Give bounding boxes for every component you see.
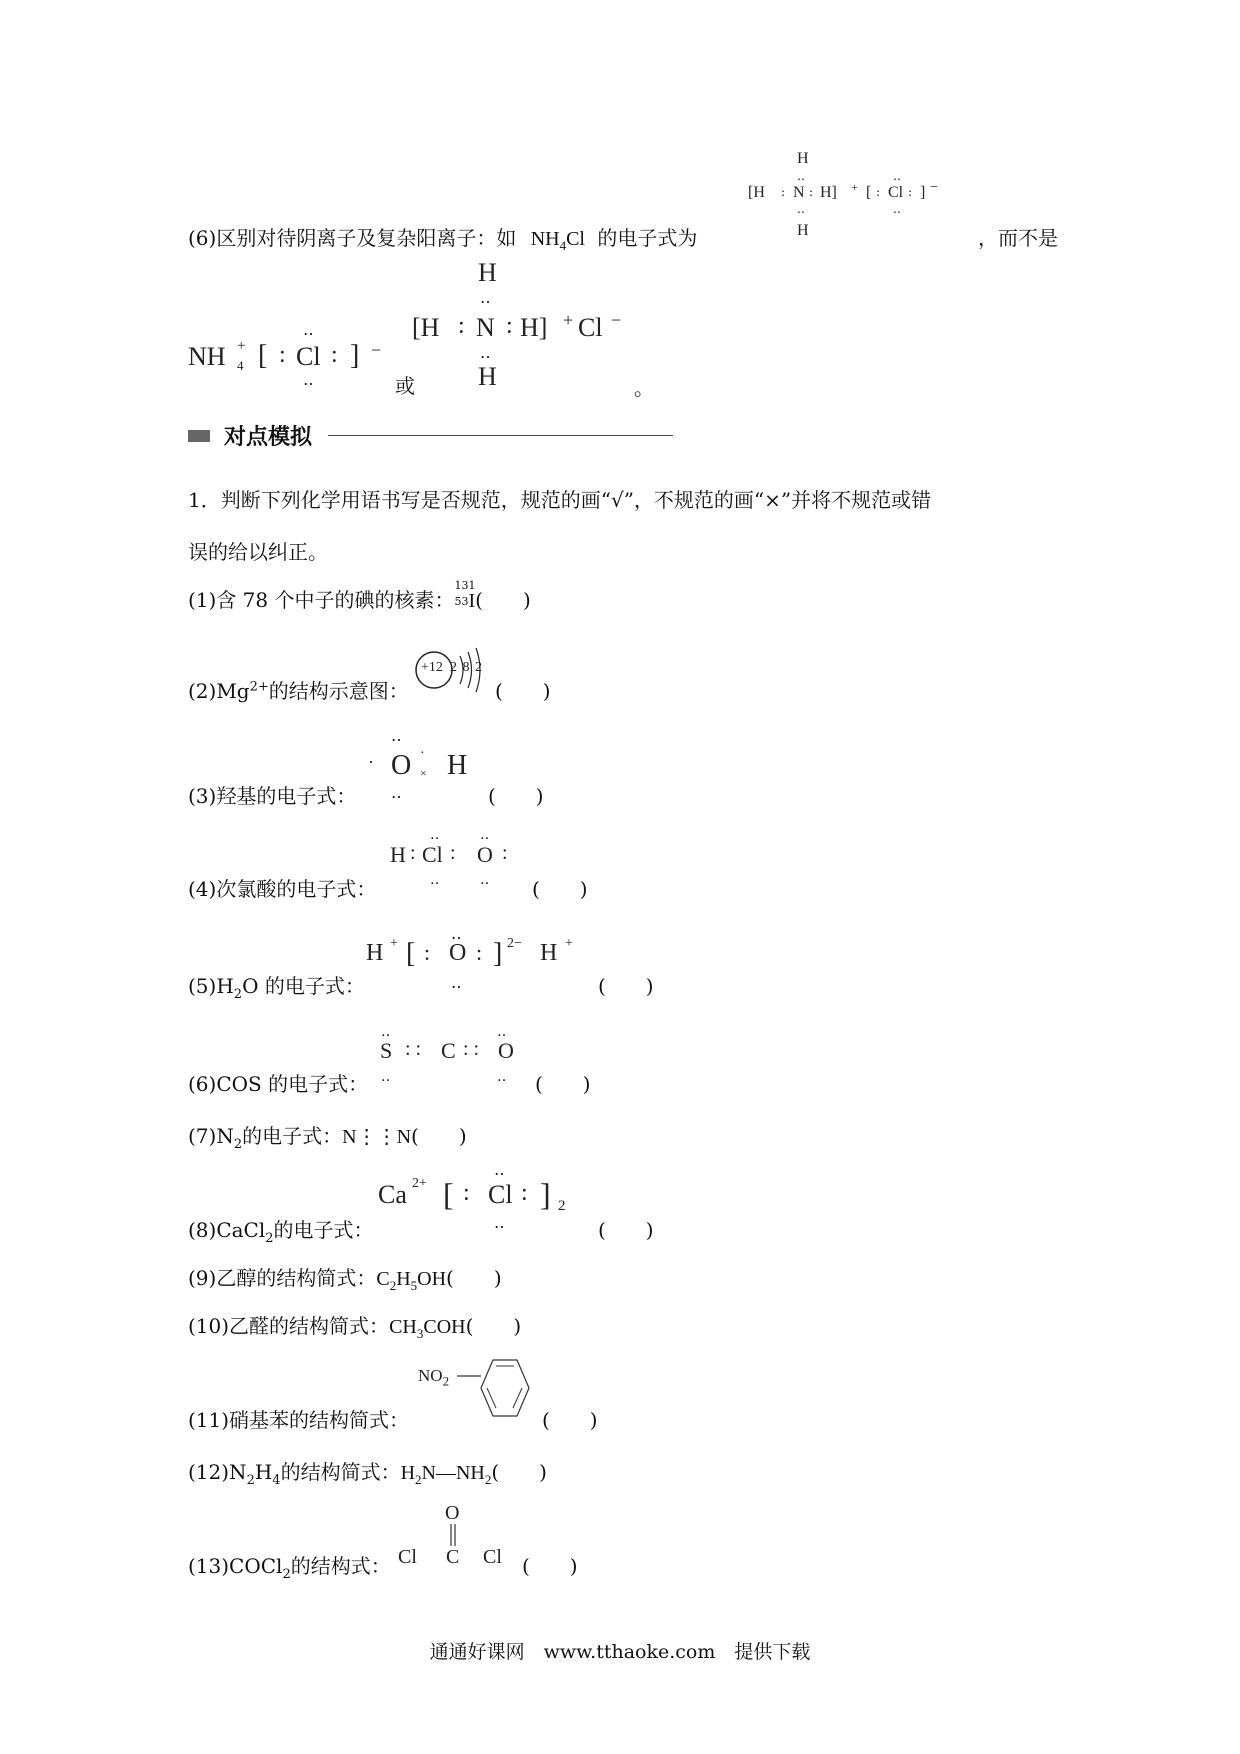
item-5: $(5)H_2O$ 的电子式： xyxy=(188,974,365,1002)
section-marker xyxy=(188,430,210,442)
item-2: $(2)Mg^{2+}$的结构示意图： xyxy=(188,679,409,703)
item-8: (8)CaCl$_2$的电子式： xyxy=(188,1218,374,1246)
footer-source: 通通好课网 www.tthaoke.com 提供下载 xyxy=(429,1641,811,1663)
answer-blank-10[interactable]: ( ) xyxy=(465,1314,522,1338)
answer-blank-8[interactable]: ( ) xyxy=(598,1218,654,1242)
answer-blank-13[interactable]: ( ) xyxy=(522,1554,578,1578)
item-1: (1)含 78 个中子的碘的核素： 131 53 I( ) xyxy=(188,579,531,612)
answer-blank-12[interactable]: ( ) xyxy=(491,1460,547,1484)
item6-formula: $NH_4Cl$ xyxy=(530,228,585,253)
item6-period: 。 xyxy=(634,376,654,400)
item6-or: 或 xyxy=(395,374,415,398)
section-header xyxy=(188,420,673,451)
answer-blank-2[interactable]: ( ) xyxy=(495,679,551,703)
item6-end: ，而不是 xyxy=(978,226,1058,250)
item-4: (4)次氯酸的电子式： xyxy=(188,877,377,901)
answer-blank-11[interactable]: ( ) xyxy=(542,1408,598,1432)
answer-blank-6[interactable]: ( ) xyxy=(535,1072,591,1096)
answer-blank-3[interactable]: ( ) xyxy=(488,784,544,808)
item-11: (11)硝基苯的结构简式： xyxy=(188,1408,410,1432)
answer-blank-1[interactable]: ( ) xyxy=(475,588,531,612)
q1-line2: 误的给以纠正。 xyxy=(188,540,328,564)
answer-blank-7[interactable]: ( ) xyxy=(411,1124,467,1148)
item-9: (9)乙醇的结构简式：$C_2H_5OH$( ) xyxy=(188,1266,502,1293)
item1-isotope: 131 53 xyxy=(454,579,476,608)
section-rule xyxy=(328,435,673,436)
item-10: (10)乙醛的结构简式：$CH_3COH$( ) xyxy=(188,1314,522,1341)
answer-blank-5[interactable]: ( ) xyxy=(598,974,654,998)
item-13: (13)COCl$_2$的结构式： xyxy=(188,1554,391,1582)
item6-line: (6)区别对待阴离子及复杂阳离子：如 $NH_4Cl$ 的电子式为 xyxy=(188,226,698,253)
answer-blank-9[interactable]: ( ) xyxy=(446,1266,502,1290)
item-3: (3)羟基的电子式： xyxy=(188,784,357,808)
q1-line1: 1．判断下列化学用语书写是否规范，规范的画“√”，不规范的画“×”并将不规范或错 xyxy=(188,488,932,512)
section-title: 对点模拟 xyxy=(224,425,313,450)
item-12: $(12)N_2H_4$的结构简式：$H_2N—NH_2$( ) xyxy=(188,1460,547,1488)
answer-blank-4[interactable]: ( ) xyxy=(532,877,588,901)
item-6b: (6)COS 的电子式： xyxy=(188,1072,369,1096)
item-7: $(7)N_2$的电子式：N⋮⋮N( ) xyxy=(188,1124,467,1152)
